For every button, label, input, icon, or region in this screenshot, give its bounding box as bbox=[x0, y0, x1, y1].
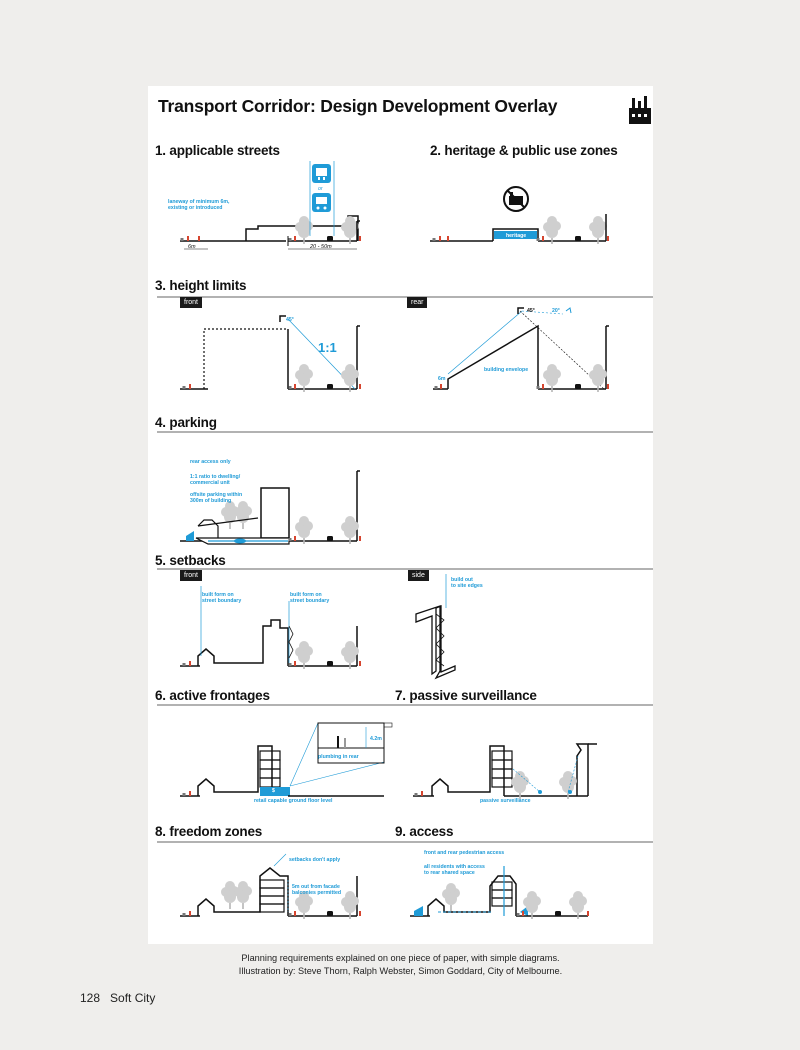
page-number: 128 bbox=[80, 991, 101, 1005]
label-build-out: build out to site edges bbox=[451, 577, 483, 590]
section-passive-surveillance: 7. passive surveillance bbox=[395, 688, 537, 703]
running-title: Soft City bbox=[110, 991, 156, 1005]
label-passive: passive surveillance bbox=[480, 798, 531, 804]
label-building-envelope: building envelope bbox=[484, 367, 529, 373]
diagrams bbox=[148, 86, 653, 944]
label-45-front: 45° bbox=[286, 317, 294, 323]
section-heritage: 2. heritage & public use zones bbox=[430, 143, 618, 158]
label-setbacks-dont: setbacks don't apply bbox=[289, 857, 341, 863]
page-title: Transport Corridor: Design Development Overlay bbox=[158, 96, 558, 116]
diagram-height-rear bbox=[433, 308, 609, 392]
diagram-passive-surveillance bbox=[413, 744, 597, 799]
label-built-form-b: built form on street boundary bbox=[290, 592, 330, 605]
label-ratio-dwelling: 1:1 ratio to dwelling/ commercial unit bbox=[190, 474, 241, 487]
label-6m: 6m bbox=[438, 376, 446, 382]
label-or: or bbox=[318, 186, 323, 192]
factory-icon bbox=[629, 96, 651, 124]
label-rear-access: rear access only bbox=[190, 459, 231, 465]
tram-icon bbox=[312, 164, 331, 183]
label-laneway: laneway of minimum 6m, existing or introduced bbox=[168, 199, 230, 212]
section-height-limits: 3. height limits bbox=[155, 278, 247, 293]
tag-rear: rear bbox=[407, 297, 427, 308]
section-access: 9. access bbox=[395, 824, 454, 839]
section-applicable-streets: 1. applicable streets bbox=[155, 143, 280, 158]
label-5m-out: 5m out from facade balconies permitted bbox=[292, 884, 342, 897]
caption-line-2: Illustration by: Steve Thorn, Ralph Webster, Simon Goddard, City of Melbourne. bbox=[238, 966, 563, 976]
label-built-form-a: built form on street boundary bbox=[202, 592, 242, 605]
label-all-residents: all residents with access to rear shared space bbox=[424, 864, 485, 877]
label-retail: retail capable ground floor level bbox=[254, 798, 333, 804]
bus-icon bbox=[312, 193, 331, 212]
label-offsite-parking: offsite parking within 300m of building bbox=[190, 492, 243, 505]
label-front-rear-ped: front and rear pedestrian access bbox=[424, 850, 505, 856]
diagram-setbacks-side bbox=[416, 574, 455, 678]
tag-front: front bbox=[180, 570, 202, 581]
figure-caption bbox=[148, 952, 653, 978]
section-parking: 4. parking bbox=[155, 415, 217, 430]
label-20: 20° bbox=[552, 308, 560, 314]
diagram-active-frontages bbox=[180, 723, 392, 796]
caption-line-1: Planning requirements explained on one piece of paper, with simple diagrams. bbox=[241, 953, 560, 963]
label-ratio: 1:1 bbox=[318, 340, 337, 355]
section-setbacks: 5. setbacks bbox=[155, 553, 226, 568]
label-4-2m: 4.2m bbox=[370, 736, 382, 742]
label-dollar: $ bbox=[272, 788, 275, 794]
label-plumbing: plumbing in rear bbox=[318, 754, 359, 760]
tag-side: side bbox=[408, 570, 429, 581]
tag-front: front bbox=[180, 297, 202, 308]
dim-6m: 6m bbox=[188, 244, 196, 250]
label-heritage: heritage bbox=[506, 233, 527, 239]
page-footer bbox=[80, 991, 155, 1005]
section-active-frontages: 6. active frontages bbox=[155, 688, 270, 703]
label-45-rear: 45° bbox=[527, 308, 535, 314]
no-demolition-icon bbox=[504, 187, 528, 211]
dim-20-50m: 20 - 50m bbox=[310, 244, 332, 250]
section-freedom-zones: 8. freedom zones bbox=[155, 824, 263, 839]
